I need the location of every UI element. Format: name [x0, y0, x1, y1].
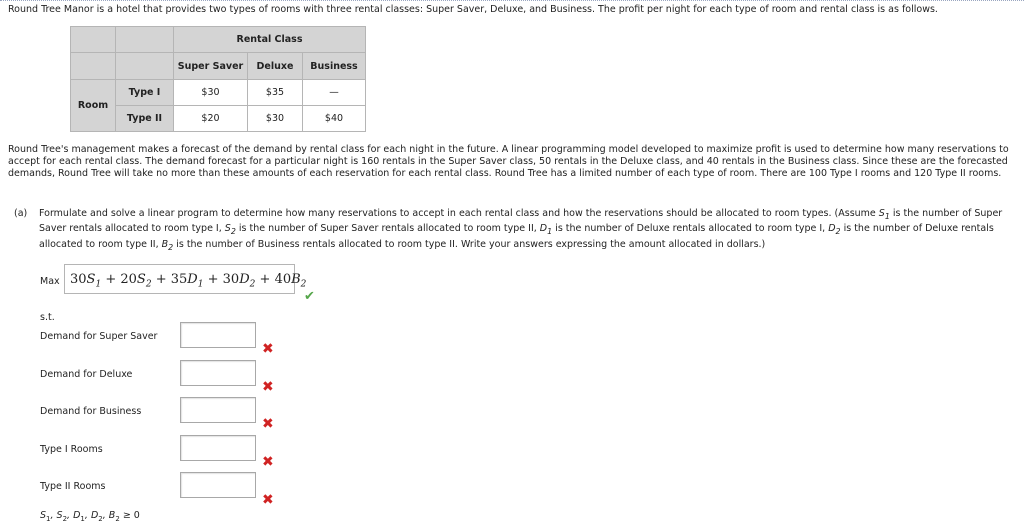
max-label: Max: [40, 276, 60, 287]
table-cell: $30: [174, 80, 248, 106]
cross-icon: ✖: [262, 492, 274, 508]
constraint-label-super-saver: Demand for Super Saver: [40, 331, 158, 342]
table-cell: $20: [174, 106, 248, 132]
constraint-input-type-ii-rooms[interactable]: [180, 472, 256, 498]
column-header-super-saver: Super Saver: [174, 53, 248, 80]
constraint-label-type-ii-rooms: Type II Rooms: [40, 481, 106, 492]
question-text-part: is the number of Deluxe rentals allocated to room type I,: [552, 223, 829, 235]
row-label-type-i: Type I: [116, 80, 174, 106]
constraint-input-business[interactable]: [180, 397, 256, 423]
constraint-label-business: Demand for Business: [40, 406, 142, 417]
room-row-group-label: Room: [71, 80, 116, 132]
cross-icon: ✖: [262, 416, 274, 432]
cross-icon: ✖: [262, 379, 274, 395]
variable: $B_2$: [161, 238, 174, 252]
table-blank-cell: [71, 53, 116, 80]
table-cell: $40: [303, 106, 366, 132]
row-label-type-ii: Type II: [116, 106, 174, 132]
table-cell: —: [303, 80, 366, 106]
question-text-part: is the number of Super Saver rentals allocated to room type II,: [235, 223, 540, 235]
constraint-input-type-i-rooms[interactable]: [180, 435, 256, 461]
constraint-input-super-saver[interactable]: [180, 322, 256, 348]
question-label: (a): [14, 208, 28, 219]
table-cell: $35: [248, 80, 303, 106]
subject-to-label: s.t.: [40, 312, 55, 323]
constraint-input-deluxe[interactable]: [180, 360, 256, 386]
question-text-part: is the number of Business rentals allocated to room type II. Write your answers expressing the amount allocated in dollars.): [173, 238, 766, 250]
variable: $D_1$: [539, 223, 553, 237]
rental-class-header: Rental Class: [174, 27, 366, 53]
question-text-part: is the number of Deluxe rentals allocated to room type II,: [39, 223, 994, 250]
cross-icon: ✖: [262, 341, 274, 357]
variable: $S_2$: [224, 223, 236, 237]
table-blank-cell: [116, 27, 174, 53]
constraint-label-type-i-rooms: Type I Rooms: [40, 444, 103, 455]
problem-intro: Round Tree Manor is a hotel that provides two types of rooms with three rental classes: Super Saver, Deluxe, and Business. The profit per night for each type of room and rental class is as follows.: [8, 4, 938, 15]
constraint-label-deluxe: Demand for Deluxe: [40, 369, 133, 380]
cross-icon: ✖: [262, 454, 274, 470]
problem-paragraph: Round Tree's management makes a forecast of the demand by rental class for each night in the future. A linear programming model developed to maximize profit is used to determine how many reservations to accept for each rental class. The demand forecast for a particular night is 160 rentals in the Super Saver class, 50 rentals in the Deluxe class, and 40 rentals in the Business class. Since these are the forecasted demands, Round Tree will take no more than these amounts of each reservation for each rental class. Round Tree has a limited number of each type of room. There are 100 Type I rooms and 120 Type II rooms.: [8, 144, 1009, 180]
table-blank-cell: [71, 27, 116, 53]
column-header-deluxe: Deluxe: [248, 53, 303, 80]
profit-table: [70, 26, 366, 132]
top-divider: [0, 0, 1024, 1]
question-text-part: is the number of Super Saver rentals allocated to room type I,: [39, 208, 1003, 235]
variable: $D_2$: [828, 223, 841, 237]
question-text-part: Formulate and solve a linear program to determine how many reservations to accept in each rental class and how the reservations should be allocated to room types. (Assume: [39, 208, 879, 219]
objective-input[interactable]: $30S_1 + 20S_2 + 35D_1 + 30D_2 + 40B_2$: [64, 264, 295, 294]
nonnegativity-constraint: $S_1$, $S_2$, $D_1$, $D_2$, $B_2 \ge 0$: [40, 510, 140, 523]
table-blank-cell: [116, 53, 174, 80]
column-header-business: Business: [303, 53, 366, 80]
table-cell: $30: [248, 106, 303, 132]
check-icon: ✔: [304, 289, 315, 304]
question-text: [39, 208, 1014, 254]
variable: $S_1$: [878, 208, 890, 221]
